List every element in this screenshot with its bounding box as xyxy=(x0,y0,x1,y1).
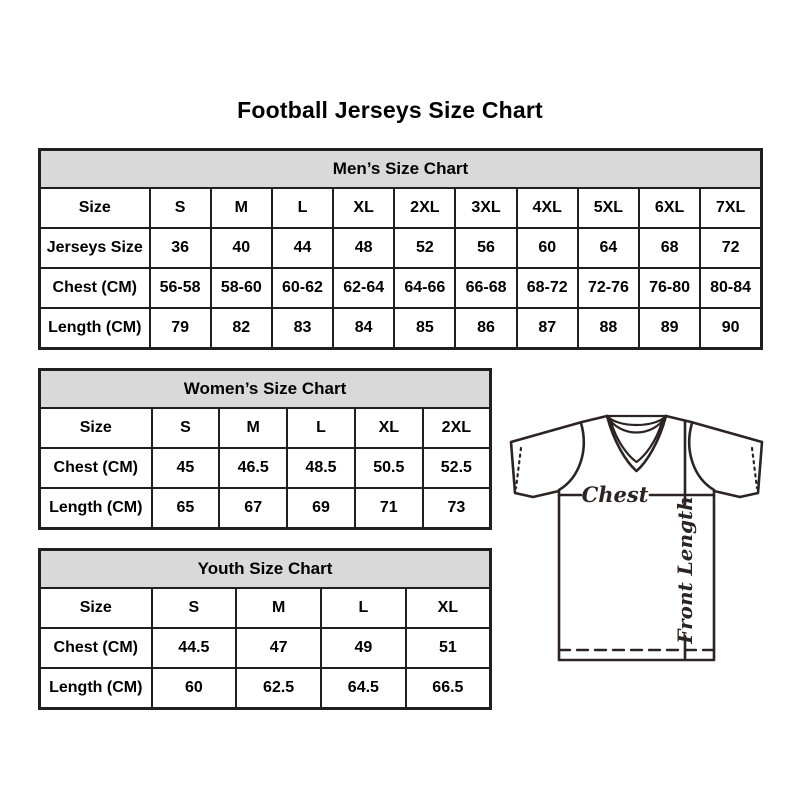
row-header-cell: Length (CM) xyxy=(40,488,152,529)
table-cell: 68 xyxy=(639,228,700,268)
table-row xyxy=(40,588,491,628)
jersey-measurement-diagram xyxy=(504,396,770,678)
table-cell: 6XL xyxy=(639,188,700,228)
table-row xyxy=(40,228,762,268)
table-row xyxy=(40,668,491,709)
womens-table-title: Women’s Size Chart xyxy=(40,370,491,409)
row-header-cell: Size xyxy=(40,188,150,228)
table-cell: 45 xyxy=(152,448,220,488)
mens-table-title: Men’s Size Chart xyxy=(40,150,762,189)
table-cell: 47 xyxy=(236,628,321,668)
table-cell: 58-60 xyxy=(211,268,272,308)
table-cell: 50.5 xyxy=(355,448,423,488)
table-cell: 62-64 xyxy=(333,268,394,308)
table-row xyxy=(40,188,762,228)
table-section-row xyxy=(40,370,491,409)
table-cell: L xyxy=(272,188,333,228)
table-cell: 73 xyxy=(423,488,491,529)
table-row xyxy=(40,488,491,529)
right-armhole-seam xyxy=(689,423,714,490)
table-cell: 90 xyxy=(700,308,761,349)
table-row xyxy=(40,268,762,308)
table-cell: 64.5 xyxy=(321,668,406,709)
table-cell: 62.5 xyxy=(236,668,321,709)
table-section-row xyxy=(40,550,491,589)
table-row xyxy=(40,448,491,488)
table-cell: 60 xyxy=(152,668,237,709)
left-cuff-dotted-seam xyxy=(516,448,521,488)
table-cell: 49 xyxy=(321,628,406,668)
table-cell: 72-76 xyxy=(578,268,639,308)
left-armhole-seam xyxy=(559,423,584,490)
table-cell: 71 xyxy=(355,488,423,529)
row-header-cell: Chest (CM) xyxy=(40,268,150,308)
table-cell: 65 xyxy=(152,488,220,529)
table-cell: 69 xyxy=(287,488,355,529)
table-cell: 82 xyxy=(211,308,272,349)
table-cell: 67 xyxy=(219,488,287,529)
table-cell: 66.5 xyxy=(406,668,491,709)
table-cell: 36 xyxy=(150,228,211,268)
table-row xyxy=(40,308,762,349)
table-cell: 79 xyxy=(150,308,211,349)
table-cell: 66-68 xyxy=(455,268,516,308)
table-cell: M xyxy=(211,188,272,228)
table-cell: 64-66 xyxy=(394,268,455,308)
youth-table-title: Youth Size Chart xyxy=(40,550,491,589)
mens-size-table xyxy=(38,148,763,350)
table-cell: 40 xyxy=(211,228,272,268)
table-cell: 2XL xyxy=(423,408,491,448)
table-cell: XL xyxy=(333,188,394,228)
table-cell: S xyxy=(152,588,237,628)
table-cell: 83 xyxy=(272,308,333,349)
table-cell: 5XL xyxy=(578,188,639,228)
table-cell: 76-80 xyxy=(639,268,700,308)
table-cell: 48.5 xyxy=(287,448,355,488)
row-header-cell: Size xyxy=(40,588,152,628)
table-cell: 48 xyxy=(333,228,394,268)
row-header-cell: Chest (CM) xyxy=(40,628,152,668)
table-cell: 3XL xyxy=(455,188,516,228)
table-row xyxy=(40,408,491,448)
table-cell: 51 xyxy=(406,628,491,668)
table-cell: 86 xyxy=(455,308,516,349)
jersey-outline xyxy=(511,416,762,660)
table-cell: L xyxy=(321,588,406,628)
table-cell: 46.5 xyxy=(219,448,287,488)
chest-label: Chest xyxy=(581,482,649,507)
table-cell: 80-84 xyxy=(700,268,761,308)
table-cell: 44.5 xyxy=(152,628,237,668)
row-header-cell: Length (CM) xyxy=(40,668,152,709)
table-cell: 60-62 xyxy=(272,268,333,308)
table-cell: 60 xyxy=(517,228,578,268)
table-section-row xyxy=(40,150,762,189)
front-length-label: Front Length xyxy=(673,496,697,644)
table-cell: L xyxy=(287,408,355,448)
table-cell: 89 xyxy=(639,308,700,349)
table-cell: 64 xyxy=(578,228,639,268)
table-cell: S xyxy=(152,408,220,448)
table-cell: 52 xyxy=(394,228,455,268)
table-cell: 7XL xyxy=(700,188,761,228)
collar-band-arc xyxy=(607,416,666,425)
table-cell: 52.5 xyxy=(423,448,491,488)
row-header-cell: Jerseys Size xyxy=(40,228,150,268)
table-cell: 56-58 xyxy=(150,268,211,308)
page-title: Football Jerseys Size Chart xyxy=(237,97,543,123)
table-cell: 56 xyxy=(455,228,516,268)
table-cell: S xyxy=(150,188,211,228)
womens-size-table xyxy=(38,368,492,530)
table-cell: 2XL xyxy=(394,188,455,228)
table-cell: 87 xyxy=(517,308,578,349)
table-cell: M xyxy=(219,408,287,448)
right-cuff-dotted-seam xyxy=(752,448,757,488)
row-header-cell: Chest (CM) xyxy=(40,448,152,488)
table-cell: 84 xyxy=(333,308,394,349)
row-header-cell: Size xyxy=(40,408,152,448)
row-header-cell: Length (CM) xyxy=(40,308,150,349)
table-cell: 85 xyxy=(394,308,455,349)
table-cell: 44 xyxy=(272,228,333,268)
table-cell: XL xyxy=(355,408,423,448)
table-cell: 88 xyxy=(578,308,639,349)
table-row xyxy=(40,628,491,668)
table-cell: 72 xyxy=(700,228,761,268)
table-cell: 4XL xyxy=(517,188,578,228)
table-cell: M xyxy=(236,588,321,628)
table-cell: 68-72 xyxy=(517,268,578,308)
table-cell: XL xyxy=(406,588,491,628)
youth-size-table xyxy=(38,548,492,710)
